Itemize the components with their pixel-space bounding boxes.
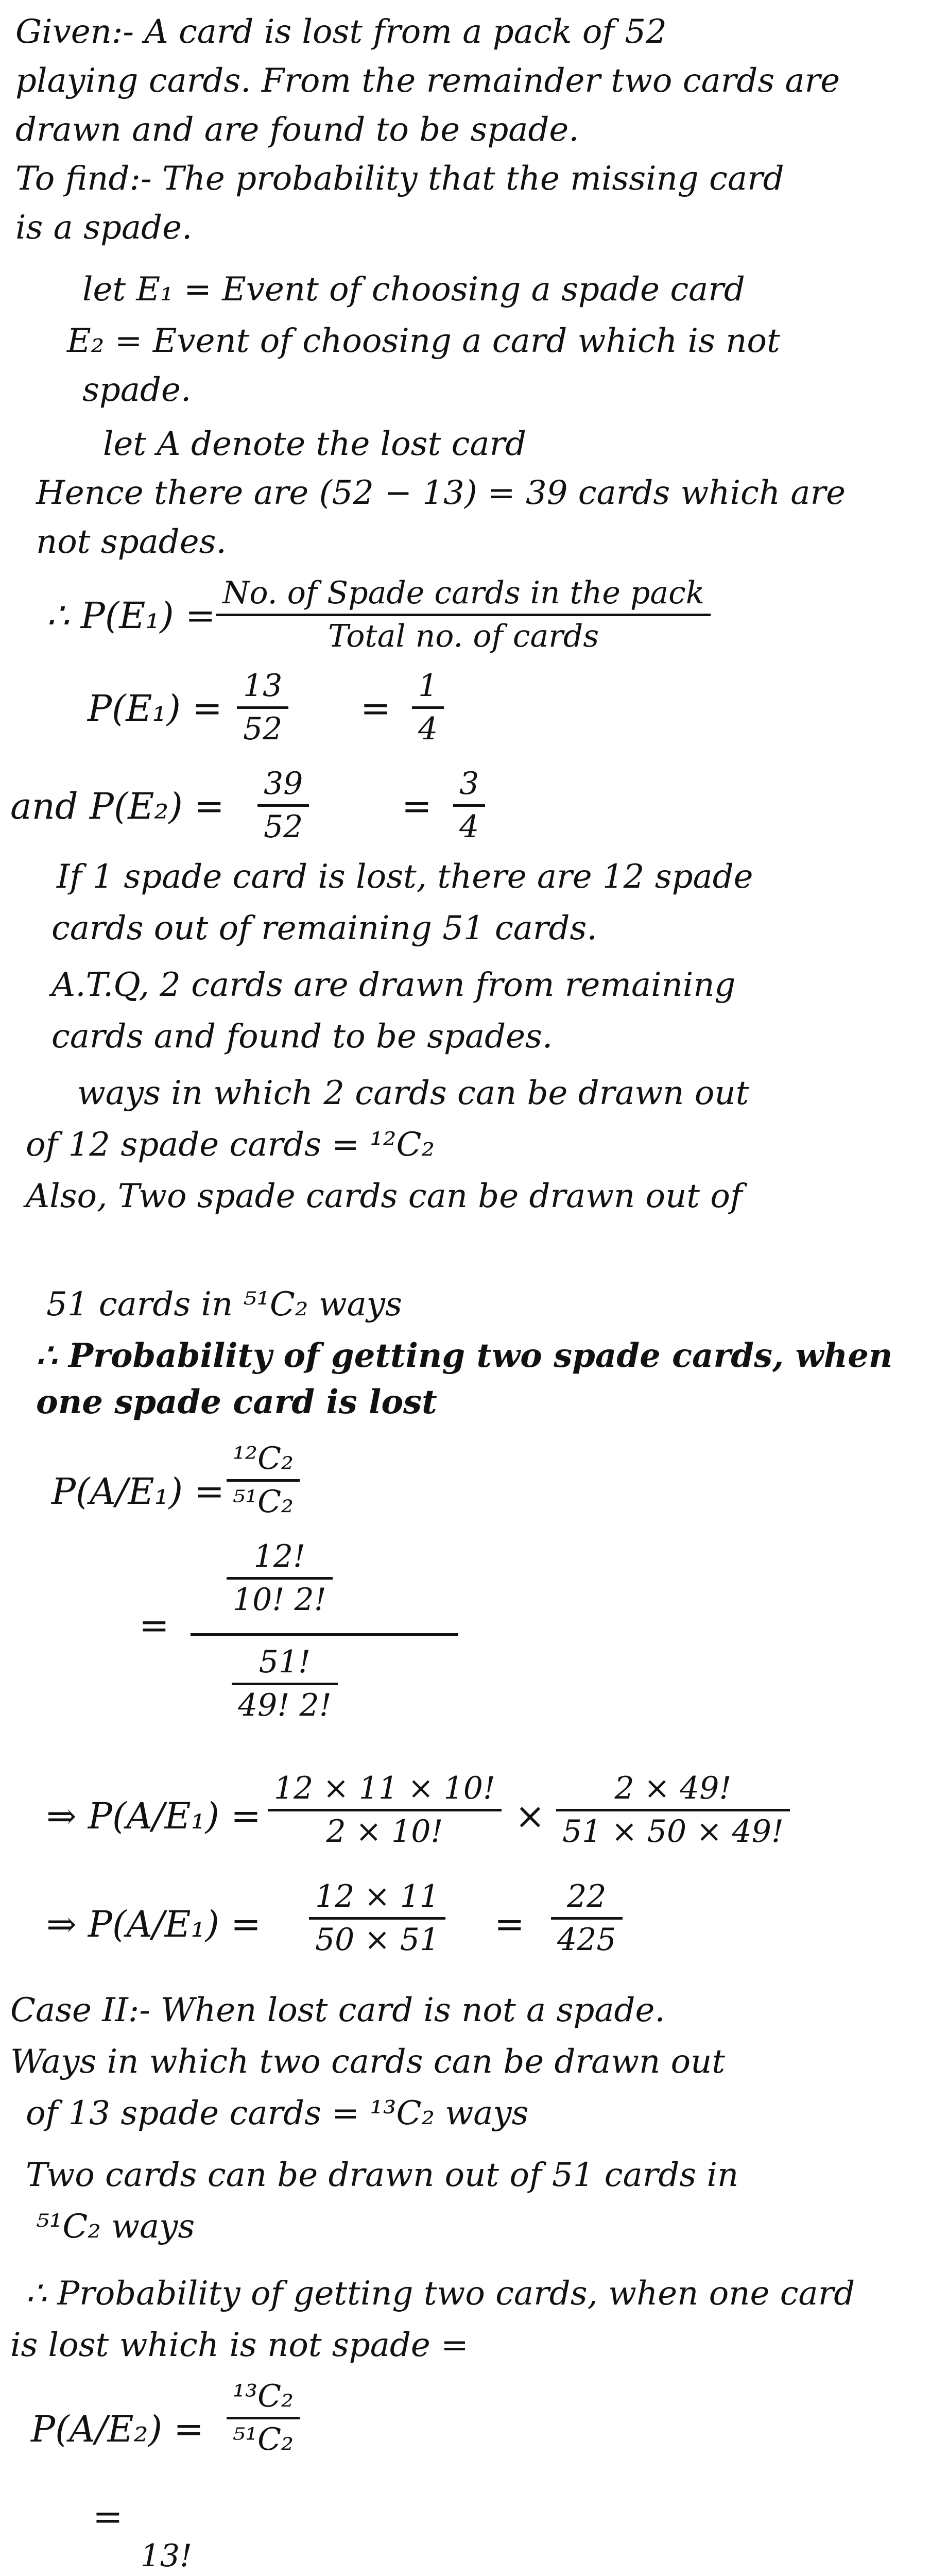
pae2-combination-fraction: ¹³C₂ ⁵¹C₂ bbox=[227, 2380, 300, 2456]
hence-line-1: Hence there are (52 − 13) = 39 cards which are bbox=[36, 474, 846, 512]
def-e2-cont: spade. bbox=[82, 371, 192, 409]
case2-line-7: is lost which is not spade = bbox=[10, 2326, 469, 2364]
to-find-line-2: is a spade. bbox=[15, 209, 193, 247]
pae1-step2-lhs: ⇒ P(A/E₁) = bbox=[46, 1795, 261, 1837]
pe1-definition-fraction bbox=[216, 577, 711, 653]
pe1-value-fraction: 13 52 bbox=[237, 670, 288, 745]
def-e2: E₂ = Event of choosing a card which is not bbox=[67, 322, 780, 360]
case1-line-6: of 12 spade cards = ¹²C₂ bbox=[26, 1126, 435, 1164]
equals-sign: = bbox=[360, 687, 391, 730]
pae1-step2-fraction-2: 2 × 49! 51 × 50 × 49! bbox=[556, 1772, 790, 1848]
main-fraction-bar bbox=[191, 1633, 458, 1636]
case1-line-2: cards out of remaining 51 cards. bbox=[51, 909, 597, 947]
pe2-value-fraction: 39 52 bbox=[257, 768, 309, 843]
pae1-step2-fraction-1: 12 × 11 × 10! 2 × 10! bbox=[268, 1772, 502, 1848]
fraction-numerator: No. of Spade cards in the pack bbox=[222, 575, 705, 611]
case2-line-1: Case II:- When lost card is not a spade. bbox=[10, 1991, 665, 2029]
pe1-lhs: ∴ P(E₁) = bbox=[46, 595, 216, 637]
hence-line-2: not spades. bbox=[36, 523, 227, 561]
equals-sign: = bbox=[139, 1604, 169, 1647]
pe1-lhs-2: P(E₁) = bbox=[88, 687, 222, 730]
pae2-lhs: P(A/E₂) = bbox=[31, 2408, 204, 2450]
case1-line-1: If 1 spade card is lost, there are 12 spade bbox=[57, 858, 753, 896]
case2-line-5: ⁵¹C₂ ways bbox=[36, 2208, 195, 2246]
case1-line-5: ways in which 2 cards can be drawn out bbox=[77, 1074, 749, 1112]
equals-sign: = bbox=[93, 2496, 123, 2538]
case1-line-3: A.T.Q, 2 cards are drawn from remaining bbox=[51, 966, 736, 1004]
to-find-line-1: To find:- The probability that the missing card bbox=[15, 160, 784, 198]
fraction-bar bbox=[216, 614, 711, 616]
def-a: let A denote the lost card bbox=[103, 425, 527, 463]
case1-line-10: one spade card is lost bbox=[36, 1383, 437, 1421]
case2-line-2: Ways in which two cards can be drawn out bbox=[10, 2043, 726, 2081]
pae1-inner-numerator: 12! 10! 2! bbox=[227, 1540, 333, 1616]
given-line-1: Given:- A card is lost from a pack of 52 bbox=[15, 13, 667, 51]
multiply-sign: × bbox=[515, 1795, 545, 1837]
equals-sign: = bbox=[494, 1903, 525, 1945]
case2-line-6: ∴ Probability of getting two cards, when one card bbox=[26, 2275, 855, 2313]
case1-line-9: ∴ Probability of getting two spade cards, when bbox=[36, 1336, 893, 1375]
given-line-3: drawn and are found to be spade. bbox=[15, 111, 579, 149]
pae1-step3-lhs: ⇒ P(A/E₁) = bbox=[46, 1903, 261, 1945]
pae1-inner-denominator: 51! 49! 2! bbox=[232, 1646, 338, 1722]
case1-line-7: Also, Two spade cards can be drawn out of bbox=[26, 1177, 743, 1215]
given-line-2: playing cards. From the remainder two cards are bbox=[15, 62, 840, 100]
fraction-denominator: Total no. of cards bbox=[328, 618, 599, 654]
pae1-lhs: P(A/E₁) = bbox=[51, 1470, 225, 1513]
pe2-lhs: and P(E₂) = bbox=[10, 785, 225, 827]
pae2-inner-numerator: 13! bbox=[140, 2538, 193, 2574]
case1-line-4: cards and found to be spades. bbox=[51, 1018, 553, 1056]
case2-line-3: of 13 spade cards = ¹³C₂ ways bbox=[26, 2094, 529, 2132]
pae1-result-fraction: 22 425 bbox=[551, 1880, 623, 1956]
pae1-combination-fraction: ¹²C₂ ⁵¹C₂ bbox=[227, 1443, 300, 1518]
pe2-simplified-fraction: 3 4 bbox=[453, 768, 485, 843]
equals-sign: = bbox=[402, 785, 432, 827]
case1-line-8: 51 cards in ⁵¹C₂ ways bbox=[46, 1285, 402, 1324]
def-e1: let E₁ = Event of choosing a spade card bbox=[82, 270, 745, 309]
case2-line-4: Two cards can be drawn out of 51 cards in bbox=[26, 2156, 739, 2194]
pae1-step3-fraction: 12 × 11 50 × 51 bbox=[309, 1880, 445, 1956]
pe1-simplified-fraction: 1 4 bbox=[412, 670, 444, 745]
